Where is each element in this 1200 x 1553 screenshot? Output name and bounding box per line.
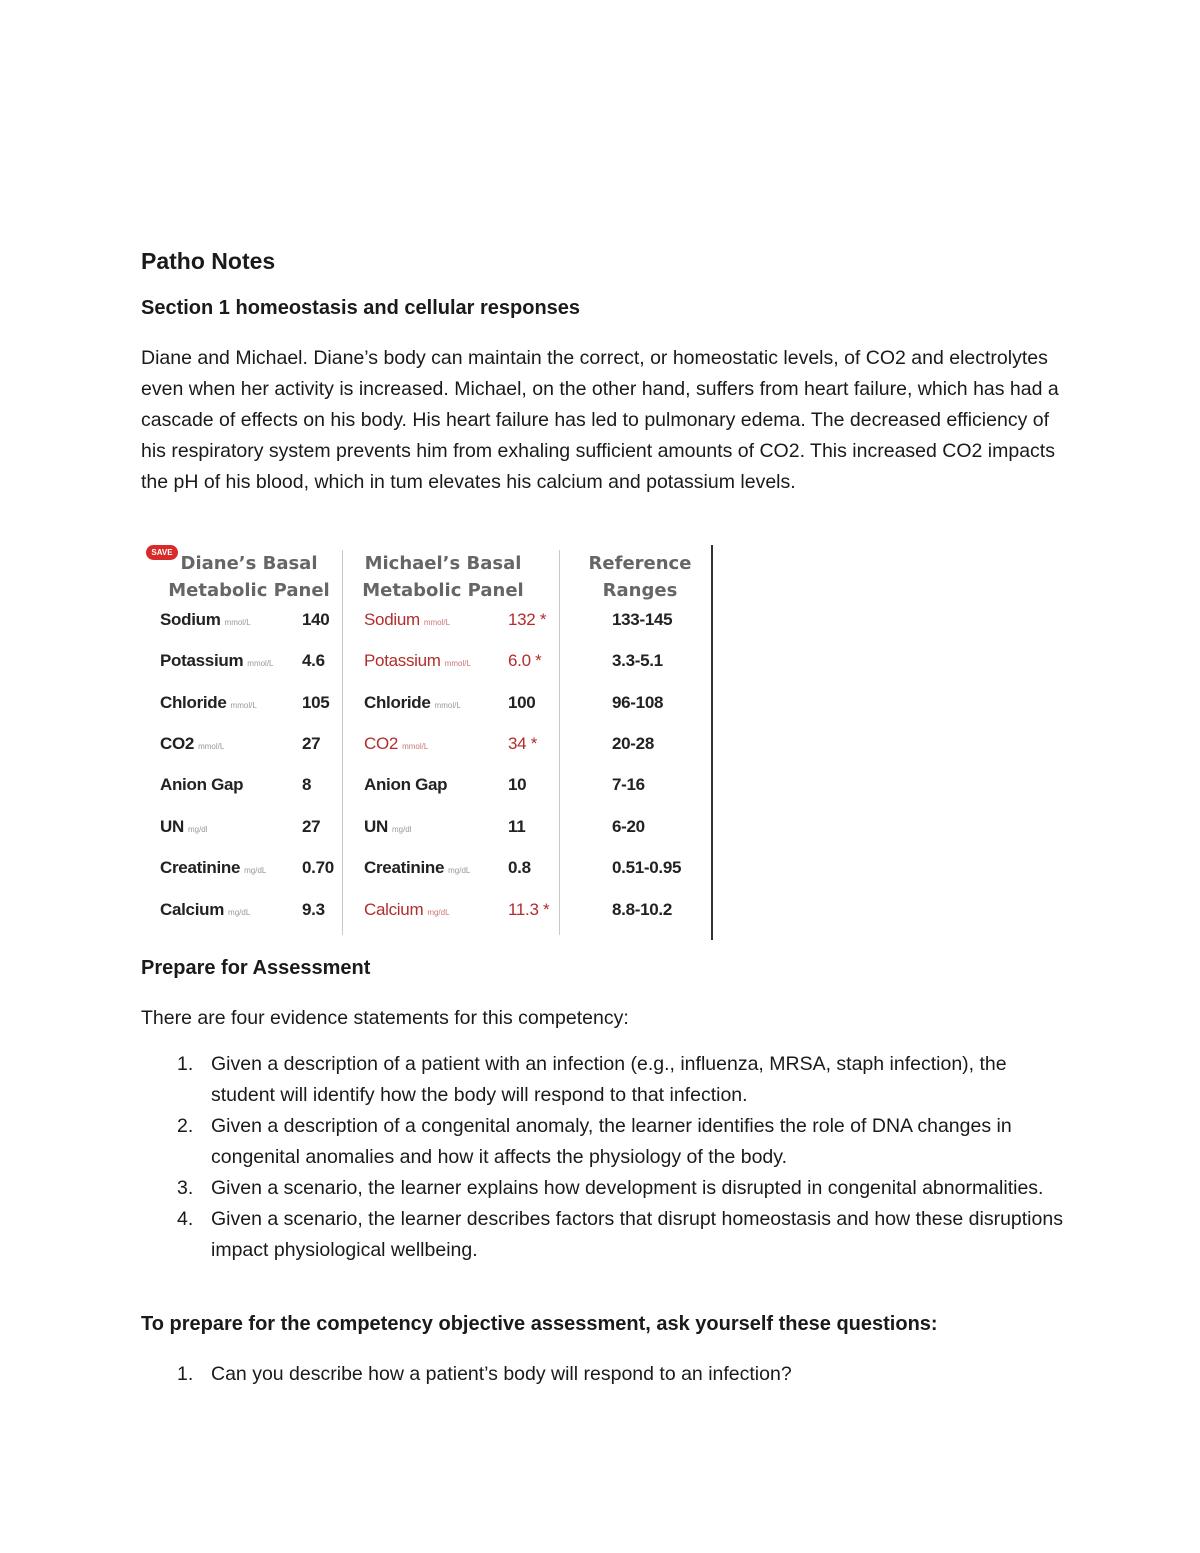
michael-test-name: Sodium mmol/L <box>364 610 451 629</box>
list-item-text: Given a scenario, the learner describes factors that disrupt homeostasis and how these disruptions impact physiological wellbeing. <box>211 1208 1063 1261</box>
unit-label: mmol/L <box>198 742 225 751</box>
unit-label: mg/dL <box>244 866 267 875</box>
assessment-heading: Prepare for Assessment <box>141 957 371 979</box>
unit-label: mmol/L <box>247 659 274 668</box>
list-number: 3. <box>177 1177 194 1199</box>
diane-test-name: Potassium mmol/L <box>160 651 274 670</box>
michael-test-name: Calcium mg/dL <box>364 900 450 919</box>
diane-test-name: Calcium mg/dL <box>160 900 251 919</box>
reference-range: 96-108 <box>612 693 664 712</box>
michael-panel-heading: Michael’s Basal Metabolic Panel <box>362 553 524 601</box>
diane-test-name: UN mg/dl <box>160 817 208 836</box>
michael-test-name: Potassium mmol/L <box>364 651 471 670</box>
panel-row <box>146 770 716 800</box>
intro-paragraph: Diane and Michael. Diane’s body can maintain the correct, or homeostatic levels, of CO2 and electrolytes even when her activity is increased. Michael, on the other hand, suffers from heart failure, which has had a cascade of effects on his body. His heart failure has led to pulmonary edema. The decreased efficiency of his respiratory system prevents him from exhaling sufficient amounts of CO2. This increased CO2 impacts the pH of his blood, which in tum elevates his calcium and potassium levels. <box>141 347 1059 493</box>
diane-value: 4.6 <box>302 651 325 670</box>
save-badge: SAVE <box>146 545 178 560</box>
panel-row <box>146 688 716 718</box>
unit-label: mmol/L <box>224 618 251 627</box>
unit-label: mg/dL <box>427 908 450 917</box>
diane-value: 0.70 <box>302 858 334 877</box>
diane-panel-heading: Diane’s Basal Metabolic Panel <box>168 553 330 601</box>
list-number: 2. <box>177 1115 194 1137</box>
diane-value: 9.3 <box>302 900 325 919</box>
panel-row <box>146 895 716 925</box>
reference-range: 3.3-5.1 <box>612 651 663 670</box>
list-number: 1. <box>177 1053 194 1075</box>
page-title: Patho Notes <box>141 248 276 274</box>
reference-range: 20-28 <box>612 734 654 753</box>
list-item-text: Given a description of a patient with an infection (e.g., influenza, MRSA, staph infection), the student will identify how the body will respond to that infection. <box>211 1053 1007 1106</box>
unit-label: mg/dl <box>187 825 208 834</box>
list-item-text: Given a scenario, the learner explains how development is disrupted in congenital abnormalities. <box>211 1177 1044 1199</box>
michael-value: 132 * <box>508 610 547 629</box>
michael-value: 34 * <box>508 734 538 753</box>
panel-row <box>146 853 716 883</box>
evidence-list <box>141 1049 1071 1266</box>
michael-test-name: UN mg/dl <box>364 817 412 836</box>
diane-test-name: Anion Gap <box>160 775 244 794</box>
section-heading: Section 1 homeostasis and cellular responses <box>141 297 581 319</box>
evidence-item <box>141 1173 1071 1204</box>
michael-value: 0.8 <box>508 858 531 877</box>
panel-row <box>146 812 716 842</box>
unit-label: mmol/L <box>444 659 471 668</box>
diane-test-name: Sodium mmol/L <box>160 610 251 629</box>
diane-test-name: CO2 mmol/L <box>160 734 225 753</box>
reference-range: 0.51-0.95 <box>612 858 682 877</box>
panel-row <box>146 605 716 635</box>
list-number: 4. <box>177 1208 194 1230</box>
list-number: 1. <box>177 1363 194 1385</box>
michael-value: 11.3 * <box>508 900 550 919</box>
unit-label: mg/dl <box>391 825 412 834</box>
unit-label: mmol/L <box>423 618 451 627</box>
diane-value: 105 <box>302 693 330 712</box>
michael-test-name: Chloride mmol/L <box>364 693 461 712</box>
list-item-text: Given a description of a congenital anomaly, the learner identifies the role of DNA changes in congenital anomalies and how it affects the physiology of the body. <box>211 1115 1012 1168</box>
reference-range: 7-16 <box>612 775 645 794</box>
assessment-intro: There are four evidence statements for this competency: <box>141 1007 629 1029</box>
michael-value: 11 <box>508 817 526 836</box>
panel-row <box>146 729 716 759</box>
panel-row <box>146 646 716 676</box>
diane-value: 140 <box>302 610 330 629</box>
reference-ranges-heading: Reference Ranges <box>588 553 692 601</box>
michael-value: 10 <box>508 775 527 794</box>
question-item <box>141 1359 1071 1390</box>
michael-test-name: Creatinine mg/dL <box>364 858 471 877</box>
evidence-item <box>141 1111 1071 1173</box>
diane-value: 27 <box>302 817 321 836</box>
michael-test-name: Anion Gap <box>364 775 448 794</box>
diane-test-name: Chloride mmol/L <box>160 693 257 712</box>
diane-value: 8 <box>302 775 312 794</box>
evidence-item <box>141 1049 1071 1111</box>
list-item-text: Can you describe how a patient’s body will respond to an infection? <box>211 1363 792 1385</box>
michael-value: 100 <box>508 693 536 712</box>
reference-range: 6-20 <box>612 817 645 836</box>
reference-range: 133-145 <box>612 610 673 629</box>
metabolic-panel-figure <box>146 545 716 940</box>
questions-list <box>141 1359 1071 1390</box>
evidence-item <box>141 1204 1071 1266</box>
unit-label: mmol/L <box>402 742 429 751</box>
michael-test-name: CO2 mmol/L <box>364 734 429 753</box>
reference-range: 8.8-10.2 <box>612 900 672 919</box>
diane-test-name: Creatinine mg/dL <box>160 858 267 877</box>
unit-label: mg/dL <box>228 908 251 917</box>
unit-label: mg/dL <box>448 866 471 875</box>
michael-value: 6.0 * <box>508 651 542 670</box>
diane-value: 27 <box>302 734 321 753</box>
questions-heading: To prepare for the competency objective assessment, ask yourself these questions: <box>141 1313 938 1335</box>
unit-label: mmol/L <box>230 701 257 710</box>
unit-label: mmol/L <box>434 701 461 710</box>
